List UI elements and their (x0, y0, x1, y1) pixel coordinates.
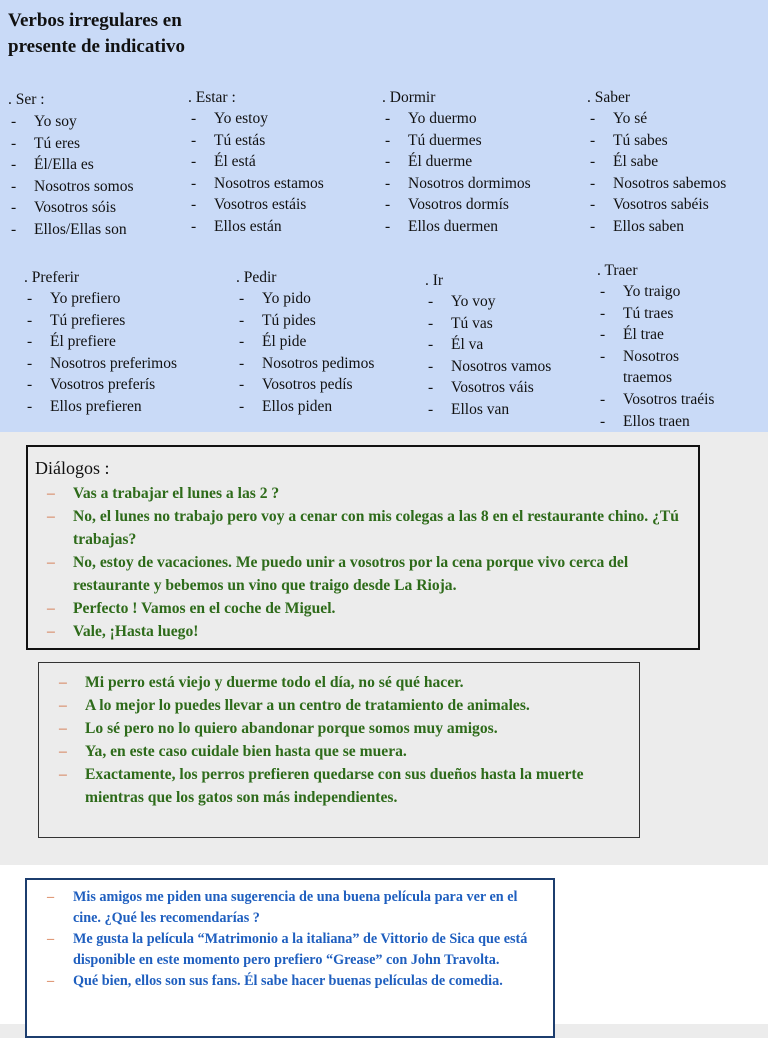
verb-title: . Dormir (382, 89, 436, 106)
dialog-line: – Ya, en este caso cuidale bien hasta que se muera. (39, 740, 635, 763)
conjugation-item: - Vosotros estáis (188, 194, 324, 216)
conjugation-item: - Ellos están (188, 216, 324, 238)
conjugation-item: - Nosotros preferimos (24, 353, 177, 375)
conjugation-item: - Ellos prefieren (24, 396, 177, 418)
conjugation-item: - Nosotros estamos (188, 173, 324, 195)
page-title (8, 8, 185, 60)
conjugation-item: - Él sabe (587, 151, 726, 173)
conjugation-item: - Nosotros sabemos (587, 173, 726, 195)
dialog-line: – Mi perro está viejo y duerme todo el día, no sé qué hacer. (39, 671, 635, 694)
verb-preferir (24, 268, 177, 418)
conjugation-item: - Él está (188, 151, 324, 173)
conjugation-item: - Ellos van (425, 399, 551, 421)
conjugation-item: - Yo traigo (597, 281, 714, 303)
conjugation-item: - Yo voy (425, 291, 551, 313)
dialog-line: – No, el lunes no trabajo pero voy a cenar con mis colegas a las 8 en el restaurante chino. ¿Tú trabajas? (28, 505, 688, 551)
verb-title: . Estar : (188, 89, 236, 106)
dialog-line: – Perfecto ! Vamos en el coche de Miguel. (28, 597, 688, 620)
conjugation-item: - Ellos traen (597, 411, 714, 433)
conjugation-item: - Ellos piden (236, 396, 374, 418)
verb-title: . Ser : (8, 91, 45, 108)
conjugation-item: - Yo duermo (382, 108, 531, 130)
dialog-line: – No, estoy de vacaciones. Me puedo unir a vosotros por la cena porque vivo cerca del restaurante y bebemos un vino que traigo desde La Rioja. (28, 551, 688, 597)
dialog-line: – Qué bien, ellos son sus fans. Él sabe hacer buenas películas de comedia. (27, 971, 547, 992)
page-title-line-1: Verbos irregulares en (8, 10, 182, 31)
conjugation-item: - Yo pido (236, 288, 374, 310)
page-title-line-2: presente de indicativo (8, 36, 185, 57)
dialog-line: – Vas a trabajar el lunes a las 2 ? (28, 482, 688, 505)
conjugation-item: - Nosotros somos (8, 176, 133, 198)
verb-title: . Traer (597, 262, 638, 279)
conjugation-item: - Vosotros preferís (24, 374, 177, 396)
conjugation-item: - Yo estoy (188, 108, 324, 130)
conjugation-item: - Vosotros váis (425, 377, 551, 399)
conjugation-item: - Tú vas (425, 313, 551, 335)
conjugation-item: - Yo soy (8, 111, 133, 133)
dialog-heading: Diálogos : (35, 458, 110, 478)
conjugation-item: - Tú traes (597, 303, 714, 325)
conjugation-item: - Él/Ella es (8, 154, 133, 176)
conjugation-item: - Vosotros sóis (8, 197, 133, 219)
conjugation-item: - Él duerme (382, 151, 531, 173)
verb-pedir (236, 268, 374, 418)
verb-ir (425, 271, 551, 421)
conjugation-item: - Vosotros dormís (382, 194, 531, 216)
conjugation-item: - Tú sabes (587, 130, 726, 152)
conjugation-item: - Ellos saben (587, 216, 726, 238)
conjugation-item: - Vosotros sabéis (587, 194, 726, 216)
conjugation-item: - Vosotros pedís (236, 374, 374, 396)
dialog-box-3 (25, 878, 555, 1038)
verb-traer (597, 261, 714, 432)
verb-dormir (382, 88, 531, 238)
conjugation-item: - Yo prefiero (24, 288, 177, 310)
verb-title: . Saber (587, 89, 631, 106)
conjugation-item: - Tú eres (8, 133, 133, 155)
dialog-line: – Me gusta la película “Matrimonio a la italiana” de Vittorio de Sica que está disponible en este momento pero prefiero “Grease” con John Travolta. (27, 929, 547, 971)
conjugation-item: - Vosotros traéis (597, 389, 714, 411)
conjugation-item: - Yo sé (587, 108, 726, 130)
dialog-line: – Lo sé pero no lo quiero abandonar porque somos muy amigos. (39, 717, 635, 740)
dialog-box-1 (26, 445, 700, 650)
conjugation-item: - Él va (425, 334, 551, 356)
verb-estar (188, 88, 324, 238)
dialog-line: – Exactamente, los perros prefieren quedarse con sus dueños hasta la muerte mientras que los gatos son más independientes. (39, 763, 635, 809)
dialog-line: – Mis amigos me piden una sugerencia de una buena película para ver en el cine. ¿Qué les recomendarías ? (27, 887, 547, 929)
verb-title: . Ir (425, 272, 444, 289)
conjugation-item: - Tú duermes (382, 130, 531, 152)
conjugation-item: - Él pide (236, 331, 374, 353)
verb-title: . Pedir (236, 269, 277, 286)
verb-ser (8, 90, 133, 241)
dialog-line: – A lo mejor lo puedes llevar a un centro de tratamiento de animales. (39, 694, 635, 717)
conjugation-item: - Él prefiere (24, 331, 177, 353)
conjugation-item: - Nosotros pedimos (236, 353, 374, 375)
verb-conjugation-panel (0, 0, 768, 432)
conjugation-item: - Ellos/Ellas son (8, 219, 133, 241)
conjugation-item: - Nosotros vamos (425, 356, 551, 378)
conjugation-item: - Nosotros dormimos (382, 173, 531, 195)
conjugation-item: - Él trae (597, 324, 714, 346)
conjugation-item: - Tú prefieres (24, 310, 177, 332)
dialog-line: – Vale, ¡Hasta luego! (28, 620, 688, 643)
conjugation-item: - Nosotros traemos (597, 346, 689, 389)
verb-saber (587, 88, 726, 238)
conjugation-item: - Ellos duermen (382, 216, 531, 238)
verb-title: . Preferir (24, 269, 80, 286)
conjugation-item: - Tú pides (236, 310, 374, 332)
conjugation-item: - Tú estás (188, 130, 324, 152)
dialog-box-2 (38, 662, 640, 838)
